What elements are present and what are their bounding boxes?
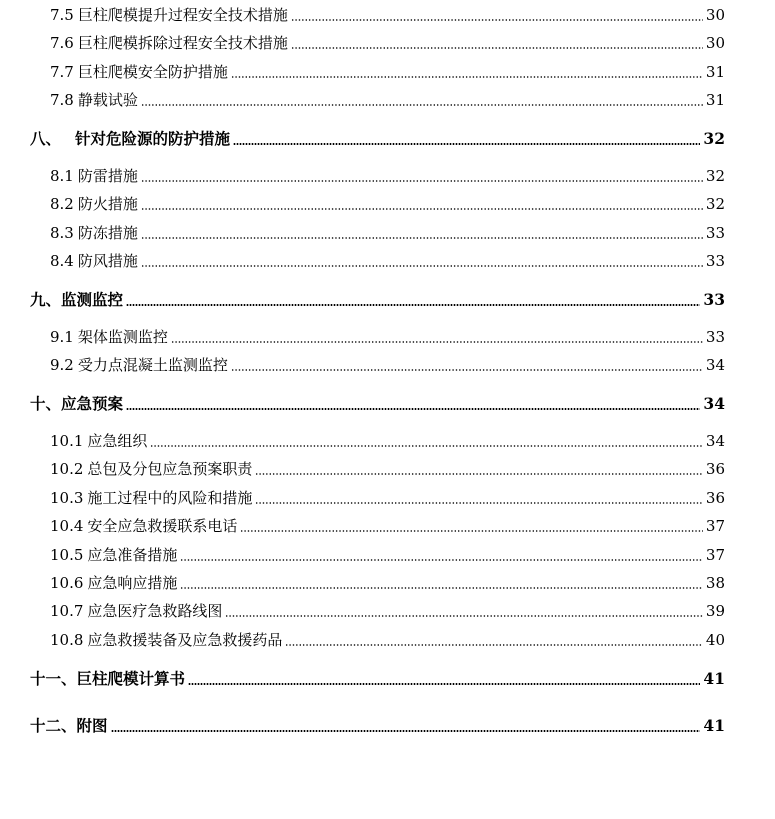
toc-entry-number: 8.3 <box>50 224 74 242</box>
toc-entry-9-2[interactable] <box>50 354 725 375</box>
toc-entry-10-6[interactable] <box>50 572 725 593</box>
toc-chapter-11[interactable] <box>30 667 725 689</box>
toc-entry-number: 10.3 <box>50 489 84 507</box>
dot-leader <box>180 559 702 561</box>
toc-chapter-8[interactable] <box>30 127 725 149</box>
toc-entry-page: 32 <box>705 195 725 213</box>
dot-leader <box>285 644 702 646</box>
toc-entry-page: 34 <box>705 356 725 374</box>
toc-entry-number: 10.7 <box>50 602 84 620</box>
toc-chapter-title: 应急预案 <box>61 394 124 413</box>
dot-leader <box>225 615 702 617</box>
dot-leader <box>126 304 700 306</box>
toc-entry-10-5[interactable] <box>50 544 725 565</box>
toc-entry-9-1[interactable] <box>50 326 725 347</box>
toc-entry-number: 7.8 <box>50 91 74 109</box>
toc-chapter-title: 监测监控 <box>61 290 124 309</box>
dot-leader <box>141 104 703 106</box>
toc-entry-number: 8.1 <box>50 167 74 185</box>
toc-entry-page: 33 <box>705 224 725 242</box>
toc-entry-title: 应急医疗急救路线图 <box>87 602 223 620</box>
dot-leader <box>141 237 703 239</box>
toc-entry-number: 10.1 <box>50 432 84 450</box>
dot-leader <box>180 587 702 589</box>
dot-leader <box>141 265 703 267</box>
toc-entry-number: 10.5 <box>50 546 84 564</box>
toc-entry-7-7[interactable] <box>50 61 725 82</box>
toc-chapter-page: 34 <box>703 394 725 413</box>
toc-entry-title: 应急响应措施 <box>87 574 178 592</box>
toc-entry-page: 37 <box>705 517 725 535</box>
toc-entry-title: 巨柱爬模提升过程安全技术措施 <box>77 6 288 24</box>
toc-entry-title: 防火措施 <box>77 195 138 213</box>
dot-leader <box>255 502 702 504</box>
dot-leader <box>111 730 701 732</box>
toc-chapter-10[interactable] <box>30 392 725 414</box>
toc-entry-page: 33 <box>705 328 725 346</box>
toc-entry-7-6[interactable] <box>50 32 725 53</box>
toc-entry-page: 30 <box>705 34 725 52</box>
toc-entry-number: 10.2 <box>50 460 84 478</box>
toc-chapter-number: 十一、 <box>30 669 77 688</box>
toc-entry-10-8[interactable] <box>50 629 725 650</box>
dot-leader <box>141 180 703 182</box>
toc-chapter-title: 巨柱爬模计算书 <box>76 669 186 688</box>
toc-entry-title: 防冻措施 <box>77 224 138 242</box>
toc-entry-page: 37 <box>705 546 725 564</box>
toc-entry-8-1[interactable] <box>50 165 725 186</box>
toc-entry-8-2[interactable] <box>50 193 725 214</box>
toc-entry-8-3[interactable] <box>50 222 725 243</box>
toc-entry-page: 36 <box>705 460 725 478</box>
toc-entry-title: 防雷措施 <box>77 167 138 185</box>
toc-entry-number: 8.2 <box>50 195 74 213</box>
toc-entry-number: 9.1 <box>50 328 74 346</box>
toc-chapter-page: 33 <box>703 290 725 309</box>
toc-chapter-page: 41 <box>703 669 725 688</box>
toc-entry-title: 应急组织 <box>87 432 148 450</box>
dot-leader <box>255 473 702 475</box>
dot-leader <box>141 208 703 210</box>
toc-entry-page: 31 <box>705 63 725 81</box>
toc-entry-title: 架体监测监控 <box>77 328 168 346</box>
toc-entry-title: 安全应急救援联系电话 <box>87 517 238 535</box>
toc-entry-title: 施工过程中的风险和措施 <box>87 489 253 507</box>
dot-leader <box>188 683 700 685</box>
toc-entry-page: 38 <box>705 574 725 592</box>
toc-entry-title: 巨柱爬模拆除过程安全技术措施 <box>77 34 288 52</box>
dot-leader <box>231 369 703 371</box>
toc-entry-title: 受力点混凝土监测监控 <box>77 356 228 374</box>
toc-chapter-page: 32 <box>703 129 725 148</box>
toc-entry-7-8[interactable] <box>50 89 725 110</box>
dot-leader <box>171 341 703 343</box>
toc-entry-10-1[interactable] <box>50 430 725 451</box>
toc-entry-page: 31 <box>705 91 725 109</box>
toc-entry-number: 10.4 <box>50 517 84 535</box>
toc-entry-page: 36 <box>705 489 725 507</box>
toc-entry-page: 32 <box>705 167 725 185</box>
dot-leader <box>231 76 703 78</box>
toc-entry-title: 巨柱爬模安全防护措施 <box>77 63 228 81</box>
toc-entry-8-4[interactable] <box>50 250 725 271</box>
toc-entry-page: 40 <box>705 631 725 649</box>
toc-entry-title: 应急准备措施 <box>87 546 178 564</box>
toc-entry-page: 34 <box>705 432 725 450</box>
toc-entry-title: 防风措施 <box>77 252 138 270</box>
dot-leader <box>291 19 703 21</box>
toc-entry-7-5[interactable] <box>50 4 725 25</box>
toc-entry-title: 静载试验 <box>77 91 138 109</box>
dot-leader <box>240 530 702 532</box>
toc-entry-10-4[interactable] <box>50 515 725 536</box>
toc-chapter-9[interactable] <box>30 288 725 310</box>
dot-leader <box>233 143 700 145</box>
toc-chapter-number: 十、 <box>30 394 62 413</box>
toc-chapter-title: 针对危险源的防护措施 <box>75 129 231 148</box>
toc-entry-10-2[interactable] <box>50 458 725 479</box>
toc-entry-number: 7.6 <box>50 34 74 52</box>
toc-entry-10-3[interactable] <box>50 487 725 508</box>
toc-chapter-number: 八、 <box>30 129 62 148</box>
dot-leader <box>126 408 700 410</box>
toc-chapter-12[interactable] <box>30 714 725 736</box>
toc-chapter-page: 41 <box>703 716 725 735</box>
toc-entry-number: 7.7 <box>50 63 74 81</box>
dot-leader <box>291 47 703 49</box>
dot-leader <box>150 445 702 447</box>
toc-entry-number: 10.8 <box>50 631 84 649</box>
toc-entry-page: 33 <box>705 252 725 270</box>
toc-entry-number: 8.4 <box>50 252 74 270</box>
toc-chapter-number: 十二、 <box>30 716 77 735</box>
toc-chapter-title: 附图 <box>76 716 108 735</box>
toc-entry-10-7[interactable] <box>50 600 725 621</box>
toc-entry-number: 7.5 <box>50 6 74 24</box>
toc-entry-number: 10.6 <box>50 574 84 592</box>
toc-entry-page: 39 <box>705 602 725 620</box>
toc-entry-title: 总包及分包应急预案职责 <box>87 460 253 478</box>
toc-entry-page: 30 <box>705 6 725 24</box>
toc-entry-title: 应急救援装备及应急救援药品 <box>87 631 283 649</box>
toc-entry-number: 9.2 <box>50 356 74 374</box>
toc-chapter-number: 九、 <box>30 290 62 309</box>
